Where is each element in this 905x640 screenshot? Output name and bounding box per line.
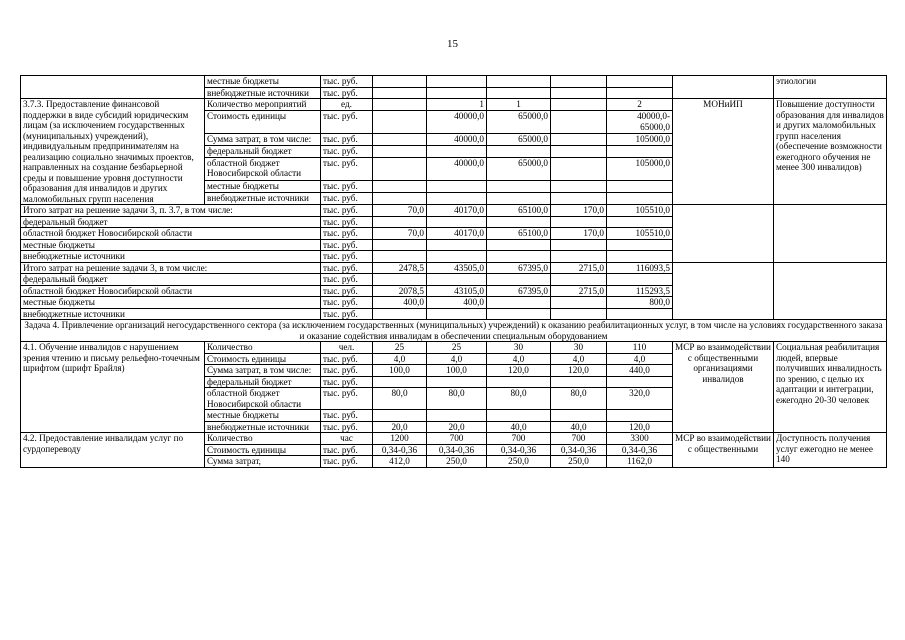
row-unit: тыс. руб. xyxy=(321,285,373,297)
value-cell: 116093,5 xyxy=(607,262,673,274)
row-name: местные бюджеты xyxy=(21,297,321,309)
value-cell: 105510,0 xyxy=(607,228,673,240)
value-cell: 1 xyxy=(427,99,487,111)
value-cell: 20,0 xyxy=(427,421,487,433)
row-unit: ед. xyxy=(321,99,373,111)
row-unit: тыс. руб. xyxy=(321,239,373,251)
row-name: местные бюджеты xyxy=(21,239,321,251)
value-cell: 105510,0 xyxy=(607,205,673,217)
value-cell: 800,0 xyxy=(607,297,673,309)
row-unit: тыс. руб. xyxy=(321,444,373,456)
value-cell: 40000,0 xyxy=(427,111,487,134)
value-cell: 1162,0 xyxy=(607,456,673,468)
value-cell: 120,0 xyxy=(607,421,673,433)
value-cell: 80,0 xyxy=(373,388,427,410)
row-unit: чел. xyxy=(321,342,373,354)
row-unit: тыс. руб. xyxy=(321,456,373,468)
value-cell: 30 xyxy=(551,342,607,354)
value-cell: 120,0 xyxy=(487,365,551,377)
row-name: федеральный бюджет xyxy=(21,216,321,228)
value-cell: 1200 xyxy=(373,433,427,445)
value-cell: 25 xyxy=(427,342,487,354)
value-cell: 0,34-0,36 xyxy=(607,444,673,456)
row-name: областной бюджет Новосибирской области xyxy=(21,285,321,297)
value-cell: 105000,0 xyxy=(607,133,673,145)
section-title: 3.7.3. Предоставление финансовой поддержки в виде субсидий юридическим лицам (за исключением государственных (муниципальных) учреждений), индивидуальным предпринимателям на реализацию социально значимых проектов, направленных на создание безбарьерной среды и повышение уровня доступности образования для инвалидов и других маломобильных групп населения xyxy=(21,99,205,205)
value-cell: 2078,5 xyxy=(373,285,427,297)
value-cell: 1 xyxy=(487,99,551,111)
value-cell: 40,0 xyxy=(551,421,607,433)
row-unit: час xyxy=(321,433,373,445)
value-cell: 400,0 xyxy=(373,297,427,309)
row-unit: тыс. руб. xyxy=(321,262,373,274)
row-unit: тыс. руб. xyxy=(321,365,373,377)
value-cell: 250,0 xyxy=(551,456,607,468)
value-cell: 0,34-0,36 xyxy=(551,444,607,456)
value-cell: 80,0 xyxy=(427,388,487,410)
value-cell: 43505,0 xyxy=(427,262,487,274)
value-cell: 67395,0 xyxy=(487,262,551,274)
row-unit: тыс. руб. xyxy=(321,145,373,157)
row-unit: тыс. руб. xyxy=(321,216,373,228)
row-unit: тыс. руб. xyxy=(321,251,373,263)
result-cell: Повышение доступности образования для инвалидов и других маломобильных групп населения (обеспечение возможности ежегодного обучения не менее 300 инвалидов) xyxy=(774,99,887,205)
result-cell: Доступность получения услуг ежегодно не менее 140 xyxy=(774,433,887,468)
value-cell: 170,0 xyxy=(551,228,607,240)
value-cell: 2715,0 xyxy=(551,262,607,274)
task-heading: Задача 4. Привлечение организаций негосударственного сектора (за исключением государственных (муниципальных) учреждений) к оказанию реабилитационных услуг, в том числе на условиях государственного заказа и оказание содействия инвалидам в обеспечении специальным оборудованием xyxy=(21,320,887,342)
value-cell: 40170,0 xyxy=(427,205,487,217)
table-row xyxy=(21,205,887,217)
section-title: 4.2. Предоставление инвалидам услуг по сурдопереводу xyxy=(21,433,205,468)
row-unit: тыс. руб. xyxy=(321,192,373,204)
value-cell: 40170,0 xyxy=(427,228,487,240)
value-cell: 70,0 xyxy=(373,228,427,240)
row-unit: тыс. руб. xyxy=(321,353,373,365)
value-cell: 100,0 xyxy=(373,365,427,377)
table-row xyxy=(21,433,887,445)
row-unit: тыс. руб. xyxy=(321,157,373,180)
row-name: местные бюджеты xyxy=(205,180,321,192)
value-cell: 4,0 xyxy=(551,353,607,365)
row-name: Стоимость единицы xyxy=(205,353,321,365)
row-name: Сумма затрат, xyxy=(205,456,321,468)
value-cell: 80,0 xyxy=(551,388,607,410)
row-name: внебюджетные источники xyxy=(21,251,321,263)
value-cell: 65000,0 xyxy=(487,111,551,134)
row-unit: тыс. руб. xyxy=(321,76,373,88)
value-cell: 70,0 xyxy=(373,205,427,217)
row-name: местные бюджеты xyxy=(205,76,321,88)
row-unit: тыс. руб. xyxy=(321,308,373,320)
value-cell: 0,34-0,36 xyxy=(427,444,487,456)
value-cell: 2478,5 xyxy=(373,262,427,274)
row-unit: тыс. руб. xyxy=(321,274,373,286)
value-cell: 2 xyxy=(607,99,673,111)
value-cell: 4,0 xyxy=(607,353,673,365)
table-row xyxy=(21,76,887,88)
value-cell: 4,0 xyxy=(373,353,427,365)
value-cell: 700 xyxy=(487,433,551,445)
row-name: Итого затрат на решение задачи 3, п. 3.7, в том числе: xyxy=(21,205,321,217)
row-unit: тыс. руб. xyxy=(321,421,373,433)
program-table xyxy=(20,75,887,468)
row-name: внебюджетные источники xyxy=(205,192,321,204)
value-cell: 40000,0-65000,0 xyxy=(607,111,673,134)
value-cell: 320,0 xyxy=(607,388,673,410)
value-cell: 110 xyxy=(607,342,673,354)
executor-cell: МОНиИП xyxy=(673,99,774,205)
value-cell: 4,0 xyxy=(487,353,551,365)
value-cell: 120,0 xyxy=(551,365,607,377)
value-cell: 43105,0 xyxy=(427,285,487,297)
value-cell: 700 xyxy=(427,433,487,445)
row-unit: тыс. руб. xyxy=(321,388,373,410)
row-name: Стоимость единицы xyxy=(205,444,321,456)
row-name: Стоимость единицы xyxy=(205,111,321,134)
value-cell: 440,0 xyxy=(607,365,673,377)
value-cell: 65100,0 xyxy=(487,205,551,217)
row-unit: тыс. руб. xyxy=(321,111,373,134)
value-cell: 115293,5 xyxy=(607,285,673,297)
row-name: внебюджетные источники xyxy=(205,87,321,99)
row-unit: тыс. руб. xyxy=(321,297,373,309)
value-cell: 65100,0 xyxy=(487,228,551,240)
value-cell: 100,0 xyxy=(427,365,487,377)
row-name: федеральный бюджет xyxy=(21,274,321,286)
result-cell: этиологии xyxy=(774,76,887,99)
value-cell: 250,0 xyxy=(487,456,551,468)
row-unit: тыс. руб. xyxy=(321,205,373,217)
value-cell: 30 xyxy=(487,342,551,354)
row-name: Количество мероприятий xyxy=(205,99,321,111)
row-unit: тыс. руб. xyxy=(321,228,373,240)
row-unit: тыс. руб. xyxy=(321,180,373,192)
table-row xyxy=(21,99,887,111)
value-cell: 40000,0 xyxy=(427,157,487,180)
value-cell xyxy=(373,99,427,111)
value-cell: 0,34-0,36 xyxy=(373,444,427,456)
value-cell: 20,0 xyxy=(373,421,427,433)
value-cell xyxy=(551,99,607,111)
row-name: Итого затрат на решение задачи 3, в том числе: xyxy=(21,262,321,274)
value-cell: 250,0 xyxy=(427,456,487,468)
value-cell: 65000,0 xyxy=(487,133,551,145)
result-cell: Социальная реабилитация людей, впервые получивших инвалидность по зрению, с целью их адаптации и интеграции, ежегодно 20-30 человек xyxy=(774,342,887,433)
executor-cell: МСР во взаимодействии с общественными организациями инвалидов xyxy=(673,342,774,433)
page-number: 15 xyxy=(447,38,458,50)
row-unit: тыс. руб. xyxy=(321,376,373,388)
row-unit: тыс. руб. xyxy=(321,87,373,99)
row-name: внебюджетные источники xyxy=(21,308,321,320)
value-cell: 170,0 xyxy=(551,205,607,217)
row-name: областной бюджет Новосибирской области xyxy=(21,228,321,240)
executor-cell: МСР во взаимодействии с общественными xyxy=(673,433,774,468)
row-name: Количество xyxy=(205,342,321,354)
row-unit: тыс. руб. xyxy=(321,133,373,145)
value-cell: 80,0 xyxy=(487,388,551,410)
value-cell: 2715,0 xyxy=(551,285,607,297)
value-cell: 700 xyxy=(551,433,607,445)
value-cell: 25 xyxy=(373,342,427,354)
table-row xyxy=(21,342,887,354)
section-title: 4.1. Обучение инвалидов с нарушением зрения чтению и письму рельефно-точечным шрифтом (шрифт Брайля) xyxy=(21,342,205,433)
row-name: федеральный бюджет xyxy=(205,376,321,388)
row-name: федеральный бюджет xyxy=(205,145,321,157)
row-name: Сумма затрат, в том числе: xyxy=(205,365,321,377)
value-cell: 3300 xyxy=(607,433,673,445)
value-cell: 40000,0 xyxy=(427,133,487,145)
row-name: областной бюджет Новосибирской области xyxy=(205,388,321,410)
value-cell: 65000,0 xyxy=(487,157,551,180)
row-name: областной бюджет Новосибирской области xyxy=(205,157,321,180)
value-cell: 0,34-0,36 xyxy=(487,444,551,456)
row-name: внебюджетные источники xyxy=(205,421,321,433)
row-name: местные бюджеты xyxy=(205,410,321,422)
value-cell: 412,0 xyxy=(373,456,427,468)
table-row xyxy=(21,320,887,342)
value-cell: 40,0 xyxy=(487,421,551,433)
row-name: Количество xyxy=(205,433,321,445)
value-cell: 400,0 xyxy=(427,297,487,309)
table-row xyxy=(21,262,887,274)
row-unit: тыс. руб. xyxy=(321,410,373,422)
row-name: Сумма затрат, в том числе: xyxy=(205,133,321,145)
value-cell: 105000,0 xyxy=(607,157,673,180)
value-cell: 4,0 xyxy=(427,353,487,365)
value-cell: 67395,0 xyxy=(487,285,551,297)
